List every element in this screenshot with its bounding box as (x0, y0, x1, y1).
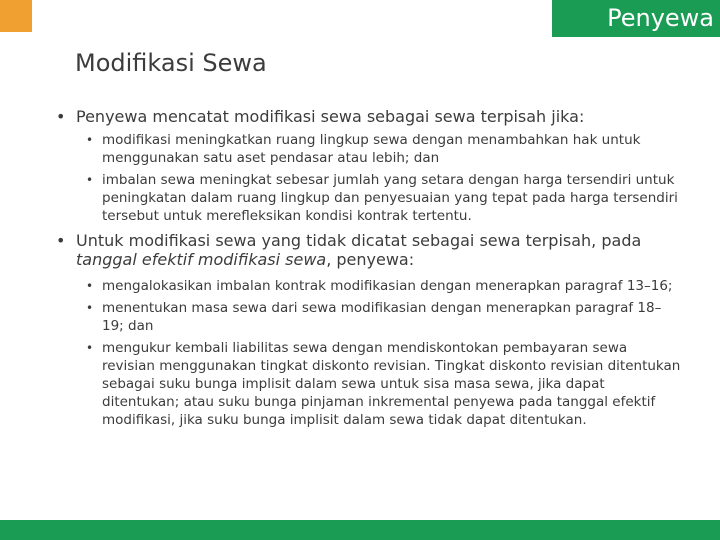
section-tag (552, 0, 720, 37)
sub-bullet-marker: • (86, 133, 94, 147)
bullet-marker: • (56, 231, 66, 250)
sub-bullet-text: menentukan masa sewa dari sewa modifikasian dengan menerapkan paragraf 18–19; dan (102, 300, 662, 334)
sub-bullet-item (86, 131, 682, 167)
bullet-text-emphasis: tanggal efektif modifikasi sewa (76, 250, 327, 269)
bullet-item (56, 107, 666, 126)
bullet-marker: • (56, 107, 66, 126)
sub-bullet-text: mengukur kembali liabilitas sewa dengan mendiskontokan pembayaran sewa revisian menggunakan tingkat diskonto revisian. Tingkat diskonto revisian ditentukan sebagai suku bunga implisit dalam sewa untuk sisa masa sewa, jika dapat ditentukan; atau suku bunga pinjaman inkremental penyewa pada tanggal efektif modifikasi, jika suku bunga implisit dalam sewa tidak dapat ditentukan. (102, 340, 681, 428)
sub-bullet-marker: • (86, 301, 94, 315)
sub-bullet-item (86, 339, 682, 429)
sub-bullet-marker: • (86, 173, 94, 187)
bullet-text: Penyewa mencatat modifikasi sewa sebagai sewa terpisah jika: (76, 107, 585, 126)
bullet-text: , penyewa: (326, 250, 415, 269)
sub-bullet-item (86, 171, 682, 225)
slide-content (0, 107, 720, 429)
sub-bullet-text: mengalokasikan imbalan kontrak modifikasian dengan menerapkan paragraf 13–16; (102, 278, 673, 294)
sub-bullet-marker: • (86, 279, 94, 293)
sub-bullet-item (86, 299, 682, 335)
footer-bar (0, 520, 720, 540)
corner-accent (0, 0, 32, 32)
sub-bullet-marker: • (86, 341, 94, 355)
sub-bullet-text: imbalan sewa meningkat sebesar jumlah yang setara dengan harga tersendiri untuk peningkatan dalam ruang lingkup dan penyesuaian yang tepat pada harga tersendiri tersebut untuk merefleksikan kondisi kontrak tertentu. (102, 172, 678, 224)
section-tag-label: Penyewa (607, 4, 714, 32)
page-title: Modifikasi Sewa (75, 49, 267, 77)
bullet-text: Untuk modifikasi sewa yang tidak dicatat sebagai sewa terpisah, pada (76, 231, 642, 250)
sub-bullet-text: modifikasi meningkatkan ruang lingkup sewa dengan menambahkan hak untuk menggunakan satu aset pendasar atau lebih; dan (102, 132, 641, 166)
sub-bullet-item (86, 277, 682, 295)
bullet-item (56, 231, 666, 269)
